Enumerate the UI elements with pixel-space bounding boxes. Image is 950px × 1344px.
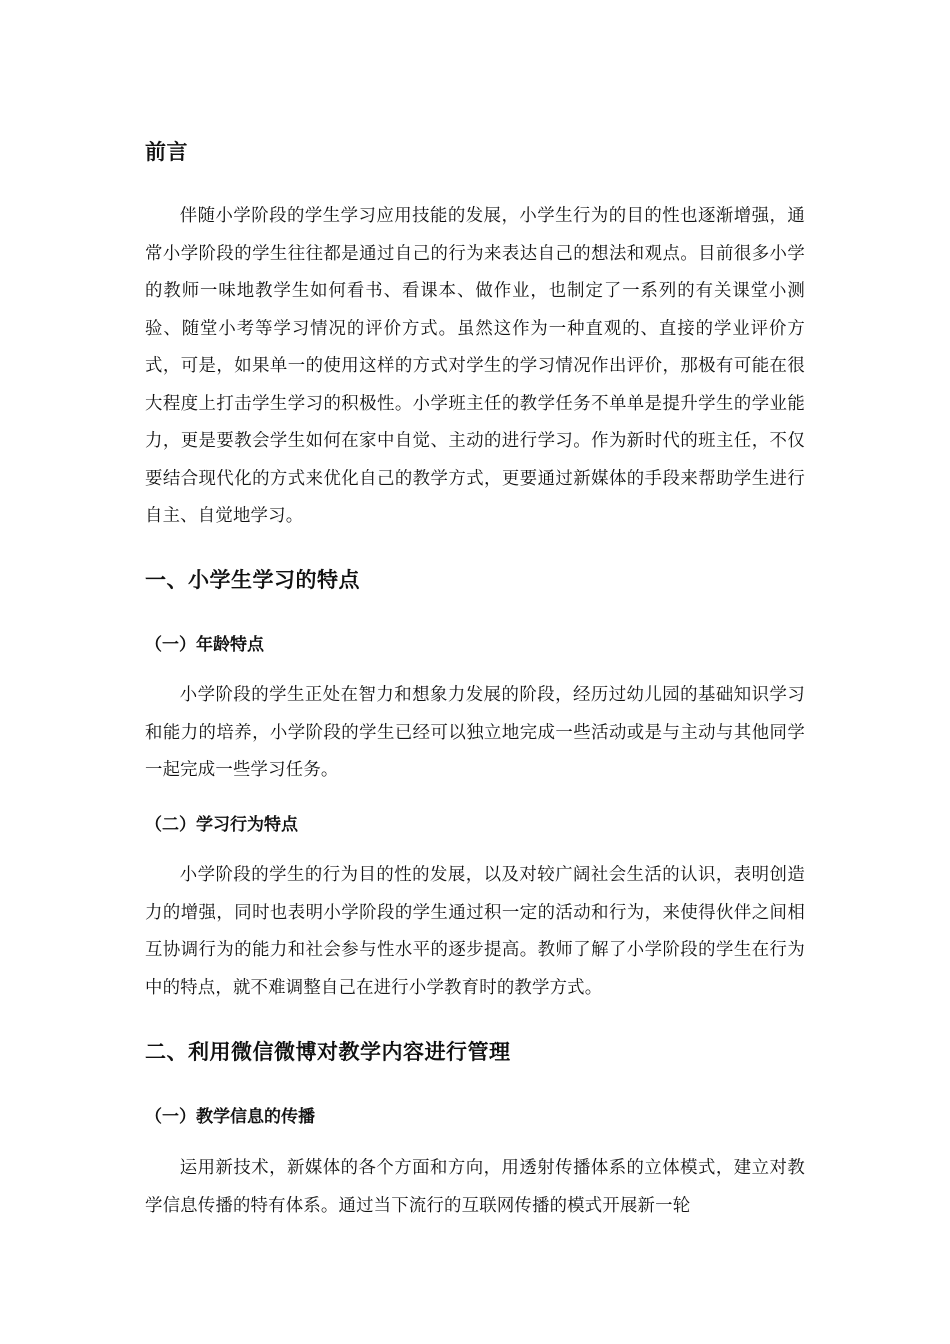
section1-sub1-paragraph: 小学阶段的学生正处在智力和想象力发展的阶段，经历过幼儿园的基础知识学习和能力的培养，小学阶段的学生已经可以独立地完成一些活动或是与主动与其他同学一起完成一些学习任务。 xyxy=(145,685,805,780)
section2-sub1-paragraph: 运用新技术，新媒体的各个方面和方向，用透射传播体系的立体模式，建立对教学信息传播的特有体系。通过当下流行的互联网传播的模式开展新一轮 xyxy=(145,1158,805,1216)
preface-paragraph: 伴随小学阶段的学生学习应用技能的发展，小学生行为的目的性也逐渐增强，通常小学阶段的学生往往都是通过自己的行为来表达自己的想法和观点。目前很多小学的教师一味地教学生如何看书、看课本、做作业，也制定了一系列的有关课堂小测验、随堂小考等学习情况的评价方式。虽然这作为一种直观的、直接的学业评价方式，可是，如果单一的使用这样的方式对学生的学习情况作出评价，那极有可能在很大程度上打击学生学习的积极性。小学班主任的教学任务不单单是提升学生的学业能力，更是要教会学生如何在家中自觉、主动的进行学习。作为新时代的班主任，不仅要结合现代化的方式来优化自己的教学方式，更要通过新媒体的手段来帮助学生进行自主、自觉地学习。 xyxy=(145,206,805,526)
section1-sub1-heading: （一）年龄特点 xyxy=(145,635,264,655)
preface-heading: 前言 xyxy=(145,140,188,164)
section1-sub2-heading: （二）学习行为特点 xyxy=(145,815,298,835)
section1-heading: 一、小学生学习的特点 xyxy=(145,568,360,592)
section2-heading: 二、利用微信微博对教学内容进行管理 xyxy=(145,1040,511,1064)
section2-sub1-heading: （一）教学信息的传播 xyxy=(145,1107,315,1127)
section1-sub2-paragraph: 小学阶段的学生的行为目的性的发展，以及对较广阔社会生活的认识，表明创造力的增强，同时也表明小学阶段的学生通过积一定的活动和行为，来使得伙伴之间相互协调行为的能力和社会参与性水平的逐步提高。教师了解了小学阶段的学生在行为中的特点，就不难调整自己在进行小学教育时的教学方式。 xyxy=(145,865,805,998)
